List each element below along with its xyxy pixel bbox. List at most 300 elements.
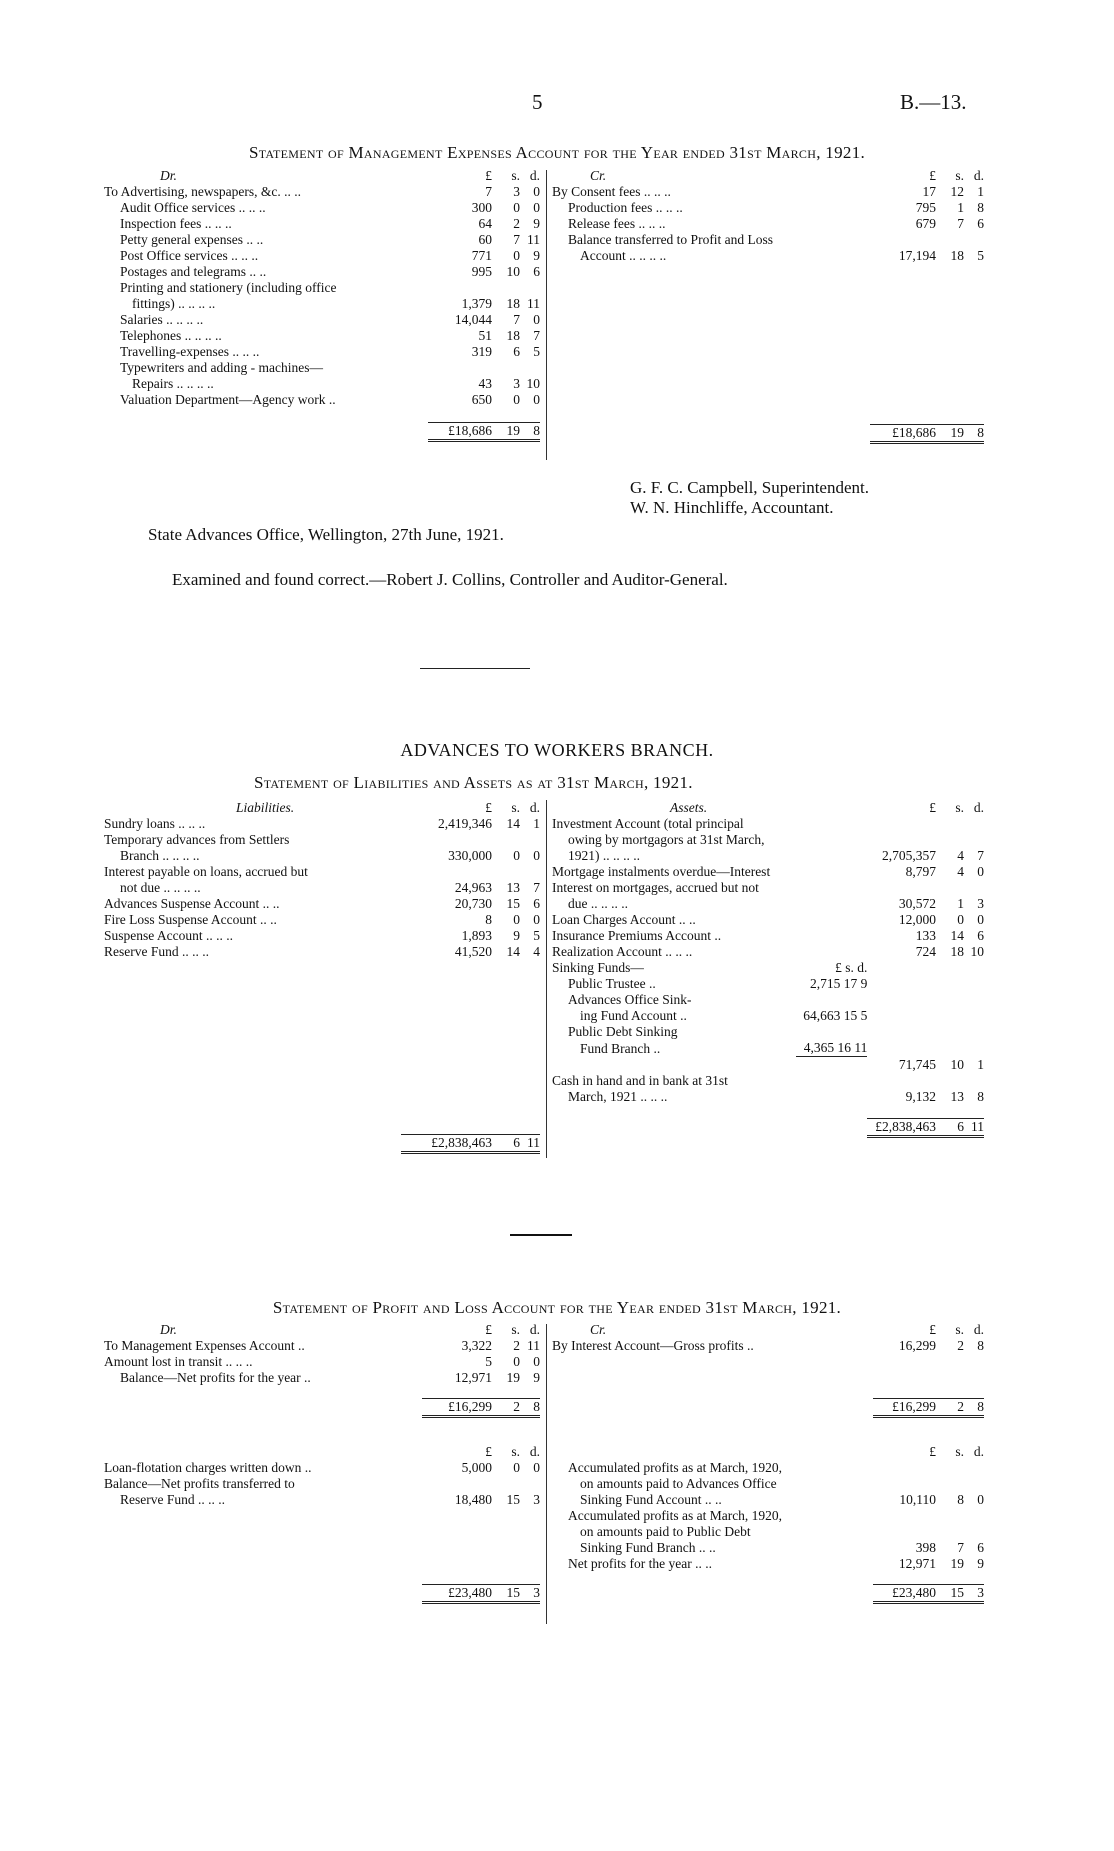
- table-cell: [964, 1476, 984, 1492]
- table-cell: £: [929, 800, 936, 815]
- table-cell: £16,299: [873, 1398, 942, 1416]
- table-cell: 1,893: [461, 928, 492, 943]
- table-cell: [867, 992, 942, 1008]
- table-cell: [796, 1024, 868, 1040]
- table-cell: Sinking Funds—: [552, 960, 644, 975]
- table-cell: 71,745: [898, 1056, 936, 1072]
- table-cell: [498, 1476, 520, 1492]
- table-cell: 133: [915, 928, 936, 943]
- table-cell: Petty general expenses .. ..: [120, 232, 264, 247]
- table-cell: Account .. .. .. ..: [580, 248, 667, 263]
- pl-divider: [546, 1324, 547, 1624]
- table-cell: [867, 1024, 942, 1040]
- table-cell: Advances Office Sink-: [568, 992, 692, 1007]
- table-cell: £ s. d.: [835, 960, 868, 975]
- table-cell: 64,663 15 5: [803, 1008, 868, 1023]
- table-row: [552, 232, 984, 248]
- table-row: [104, 248, 540, 264]
- table-cell: 10,110: [899, 1492, 936, 1507]
- table-cell: 2,419,346: [438, 816, 492, 831]
- table-cell: 2: [942, 1398, 964, 1416]
- table-row: [552, 1338, 984, 1354]
- table-cell: 679: [915, 216, 936, 231]
- table-row: [104, 912, 540, 928]
- table-cell: [498, 864, 520, 880]
- table-cell: [498, 280, 520, 296]
- table-row: [552, 1008, 984, 1024]
- table-row: [552, 1073, 984, 1089]
- table-cell: Balance—Net profits for the year ..: [120, 1370, 311, 1385]
- pl-dr2-total: [104, 1584, 540, 1602]
- table-cell: [964, 976, 984, 992]
- table-row: [104, 328, 540, 344]
- table-cell: 5: [485, 1354, 492, 1369]
- table-cell: £: [485, 800, 492, 815]
- mgmt-cr-label: Cr.: [590, 168, 607, 183]
- table-cell: 3: [513, 376, 520, 391]
- table-cell: 0: [977, 864, 984, 879]
- workers-heading: ADVANCES TO WORKERS BRANCH.: [400, 740, 714, 760]
- table-cell: d.: [529, 800, 540, 815]
- table-cell: By Interest Account—Gross profits ..: [552, 1338, 754, 1353]
- assets-label: Assets.: [670, 800, 708, 815]
- table-cell: 11: [527, 232, 540, 247]
- table-cell: 10: [526, 376, 540, 391]
- table-cell: 43: [478, 376, 492, 391]
- table-cell: 9: [533, 216, 540, 231]
- table-cell: 64: [478, 216, 492, 231]
- page-number: 5: [532, 90, 543, 114]
- table-cell: 9: [977, 1556, 984, 1571]
- report-code: B.—13.: [900, 90, 967, 114]
- table-cell: Interest payable on loans, accrued but: [104, 864, 308, 879]
- table-cell: [520, 1476, 540, 1492]
- pl-cr-table: [552, 1322, 984, 1604]
- table-cell: 14: [506, 816, 520, 831]
- table-row: [552, 976, 984, 992]
- table-cell: Accumulated profits as at March, 1920,: [568, 1508, 783, 1523]
- table-cell: 0: [533, 1460, 540, 1475]
- table-cell: on amounts paid to Advances Office: [580, 1476, 777, 1491]
- table-cell: [942, 976, 964, 992]
- table-cell: d.: [973, 1444, 984, 1459]
- table-cell: [867, 960, 942, 976]
- table-cell: 8: [964, 424, 984, 442]
- table-cell: Public Debt Sinking: [568, 1024, 678, 1039]
- table-cell: 0: [513, 1354, 520, 1369]
- section-divider: [510, 1234, 572, 1236]
- table-cell: 9: [513, 928, 520, 943]
- table-row: [552, 1540, 984, 1556]
- table-cell: 398: [915, 1540, 936, 1555]
- table-cell: 11: [527, 1338, 540, 1353]
- pl-dr-label: Dr.: [160, 1322, 177, 1337]
- table-cell: 2: [513, 1338, 520, 1353]
- table-cell: 8: [485, 912, 492, 927]
- table-cell: [428, 280, 498, 296]
- table-cell: 14,044: [454, 312, 492, 327]
- table-row: [104, 880, 540, 896]
- table-cell: on amounts paid to Public Debt: [580, 1524, 751, 1539]
- table-cell: Mortgage instalments overdue—Interest: [552, 864, 771, 879]
- table-cell: [867, 816, 942, 832]
- table-cell: £: [929, 1322, 936, 1337]
- table-cell: [964, 1524, 984, 1540]
- table-cell: Telephones .. .. .. ..: [120, 328, 222, 343]
- table-row: [104, 264, 540, 280]
- table-cell: 11: [527, 296, 540, 311]
- table-cell: d.: [973, 800, 984, 815]
- table-cell: Branch .. .. .. ..: [120, 848, 200, 863]
- pl-cr-label: Cr.: [590, 1322, 607, 1337]
- table-cell: [964, 1460, 984, 1476]
- table-cell: 7: [513, 232, 520, 247]
- assets-table: [552, 800, 984, 1138]
- table-cell: Valuation Department—Agency work ..: [120, 392, 336, 407]
- table-cell: 7: [485, 184, 492, 199]
- table-cell: 19: [942, 424, 964, 442]
- table-cell: Sundry loans .. .. ..: [104, 816, 206, 831]
- table-cell: 6: [977, 1540, 984, 1555]
- mgmt-cr-total: [552, 424, 984, 442]
- table-cell: 7: [533, 880, 540, 895]
- table-cell: 13: [506, 880, 520, 895]
- table-cell: 7: [533, 328, 540, 343]
- table-cell: [964, 832, 984, 848]
- table-cell: 1: [957, 200, 964, 215]
- table-cell: owing by mortgagors at 31st March,: [568, 832, 765, 847]
- table-cell: 5: [533, 344, 540, 359]
- table-row: [552, 1492, 984, 1508]
- table-row: [552, 880, 984, 896]
- table-cell: £2,838,463: [401, 1134, 498, 1152]
- table-cell: 8: [977, 1088, 984, 1104]
- mgmt-cr-table: [552, 168, 984, 444]
- table-cell: Inspection fees .. .. ..: [120, 216, 232, 231]
- table-cell: [428, 360, 498, 376]
- table-row: [104, 376, 540, 392]
- table-cell: 2: [513, 216, 520, 231]
- table-cell: 995: [471, 264, 492, 279]
- table-row: [552, 1508, 984, 1524]
- table-cell: [796, 896, 868, 912]
- table-row: [104, 232, 540, 248]
- office-place-date: State Advances Office, Wellington, 27th June, 1921.: [148, 525, 504, 544]
- table-cell: Post Office services .. .. ..: [120, 248, 259, 263]
- table-row: [104, 280, 540, 296]
- table-cell: [964, 1508, 984, 1524]
- table-cell: [520, 360, 540, 376]
- table-cell: [942, 992, 964, 1008]
- table-row: [552, 912, 984, 928]
- table-cell: 650: [471, 392, 492, 407]
- table-cell: 0: [533, 184, 540, 199]
- table-cell: 18: [506, 296, 520, 311]
- table-cell: 7: [513, 312, 520, 327]
- table-cell: [422, 1476, 498, 1492]
- table-cell: not due .. .. .. ..: [120, 880, 201, 895]
- table-cell: [942, 832, 964, 848]
- table-cell: 5,000: [461, 1460, 492, 1475]
- table-row: [104, 864, 540, 880]
- table-cell: Balance transferred to Profit and Loss: [568, 232, 774, 247]
- table-cell: Travelling-expenses .. .. ..: [120, 344, 260, 359]
- table-cell: 330,000: [448, 848, 492, 863]
- table-cell: 6: [498, 1134, 520, 1152]
- table-cell: Suspense Account .. .. ..: [104, 928, 233, 943]
- mgmt-title: Statement of Management Expenses Account for the Year ended 31st March, 1921.: [248, 143, 866, 162]
- table-cell: Amount lost in transit .. .. ..: [104, 1354, 253, 1369]
- table-cell: 60: [478, 232, 492, 247]
- table-row: [104, 1354, 540, 1370]
- table-cell: [867, 976, 942, 992]
- table-cell: To Advertising, newspapers, &c. .. ..: [104, 184, 302, 199]
- section-divider: [420, 668, 530, 669]
- table-cell: Salaries .. .. .. ..: [120, 312, 204, 327]
- table-cell: [796, 944, 868, 960]
- table-cell: 0: [957, 912, 964, 927]
- table-row: [552, 1024, 984, 1040]
- table-row: [552, 200, 984, 216]
- table-row: [104, 832, 540, 848]
- table-row: [104, 200, 540, 216]
- table-cell: 19: [950, 1556, 964, 1571]
- table-cell: 10: [506, 264, 520, 279]
- table-cell: d.: [529, 168, 540, 183]
- table-cell: 3: [977, 896, 984, 911]
- table-cell: 17,194: [898, 248, 936, 263]
- table-cell: Fund Branch ..: [580, 1040, 661, 1056]
- table-cell: [873, 1460, 942, 1476]
- table-cell: 1: [977, 1056, 984, 1072]
- table-row: [104, 1370, 540, 1386]
- table-cell: [942, 1008, 964, 1024]
- table-cell: 6: [533, 264, 540, 279]
- table-cell: 15: [506, 1492, 520, 1507]
- table-cell: 1: [533, 816, 540, 831]
- table-cell: fittings) .. .. .. ..: [132, 296, 216, 311]
- table-cell: s.: [511, 1322, 520, 1337]
- table-cell: 1921) .. .. .. ..: [568, 848, 640, 863]
- table-cell: s.: [511, 800, 520, 815]
- table-row: [104, 816, 540, 832]
- table-row: [104, 344, 540, 360]
- table-cell: £: [485, 1322, 492, 1337]
- table-cell: £23,480: [422, 1584, 498, 1602]
- table-cell: 7: [957, 216, 964, 231]
- table-cell: Public Trustee ..: [568, 976, 656, 991]
- table-cell: 8: [964, 1398, 984, 1416]
- table-cell: 2: [498, 1398, 520, 1416]
- table-cell: March, 1921 .. .. ..: [568, 1088, 668, 1104]
- table-cell: Repairs .. .. .. ..: [132, 376, 214, 391]
- table-row: [552, 1556, 984, 1572]
- table-cell: Temporary advances from Settlers: [104, 832, 290, 847]
- table-row: [104, 1492, 540, 1508]
- table-cell: [870, 232, 942, 248]
- table-row: [552, 896, 984, 912]
- table-cell: [964, 1024, 984, 1040]
- table-cell: d.: [973, 1322, 984, 1337]
- table-cell: [796, 880, 868, 896]
- table-cell: 6: [942, 1119, 964, 1137]
- table-cell: 5: [977, 248, 984, 263]
- table-cell: To Management Expenses Account ..: [104, 1338, 305, 1353]
- table-cell: [796, 912, 868, 928]
- table-cell: s.: [955, 1444, 964, 1459]
- table-cell: [964, 232, 984, 248]
- table-cell: £18,686: [428, 422, 498, 440]
- table-cell: 10: [970, 944, 984, 959]
- workers-title: Statement of Liabilities and Assets as at 31st March, 1921.: [254, 773, 693, 792]
- table-cell: 0: [533, 392, 540, 407]
- table-cell: 12,971: [898, 1556, 936, 1571]
- table-cell: 15: [498, 1584, 520, 1602]
- table-cell: [520, 864, 540, 880]
- table-cell: Cash in hand and in bank at 31st: [552, 1072, 728, 1088]
- table-cell: 2,715 17 9: [810, 976, 868, 991]
- table-cell: 8: [977, 1338, 984, 1353]
- workers-divider: [546, 800, 547, 1158]
- table-cell: 771: [471, 248, 492, 263]
- table-cell: [867, 832, 942, 848]
- table-cell: [942, 1040, 964, 1057]
- table-cell: 300: [471, 200, 492, 215]
- table-cell: [942, 1476, 964, 1492]
- table-cell: Loan Charges Account .. ..: [552, 912, 696, 927]
- table-cell: d.: [529, 1322, 540, 1337]
- table-cell: [873, 1524, 942, 1540]
- table-cell: [867, 1008, 942, 1024]
- table-cell: [796, 992, 868, 1008]
- table-cell: 4: [957, 848, 964, 863]
- table-row: [552, 992, 984, 1008]
- pl-dr-table: [104, 1322, 540, 1604]
- table-cell: 0: [533, 1354, 540, 1369]
- table-cell: 13: [950, 1088, 964, 1104]
- table-cell: [796, 864, 868, 880]
- table-cell: 8: [520, 1398, 540, 1416]
- table-cell: [964, 1040, 984, 1057]
- table-cell: [401, 864, 498, 880]
- table-cell: [964, 1073, 984, 1089]
- table-row: [104, 1460, 540, 1476]
- table-cell: 2,705,357: [882, 848, 936, 863]
- table-cell: [964, 992, 984, 1008]
- table-cell: [942, 1073, 964, 1089]
- table-cell: £23,480: [873, 1584, 942, 1602]
- table-cell: £: [485, 168, 492, 183]
- table-cell: [867, 880, 942, 896]
- mgmt-dr-total: [104, 422, 540, 440]
- table-row: [104, 1338, 540, 1354]
- table-cell: Interest on mortgages, accrued but not: [552, 880, 759, 895]
- table-cell: s.: [955, 800, 964, 815]
- table-row: [104, 944, 540, 960]
- mgmt-dr-label: Dr.: [160, 168, 177, 183]
- table-cell: 0: [513, 848, 520, 863]
- table-cell: 12,000: [898, 912, 936, 927]
- table-cell: 12,971: [454, 1370, 492, 1385]
- table-row: [552, 1476, 984, 1492]
- table-row: [104, 848, 540, 864]
- table-row: [552, 944, 984, 960]
- table-cell: 41,520: [454, 944, 492, 959]
- table-cell: Investment Account (total principal: [552, 816, 744, 831]
- table-cell: [520, 280, 540, 296]
- table-cell: 0: [533, 200, 540, 215]
- table-row: [104, 392, 540, 408]
- signature-accountant: W. N. Hinchliffe, Accountant.: [630, 498, 834, 517]
- table-cell: 19: [498, 422, 520, 440]
- table-row: [104, 360, 540, 376]
- table-cell: 11: [964, 1119, 984, 1137]
- table-cell: [401, 832, 498, 848]
- table-cell: [873, 1476, 942, 1492]
- table-cell: [498, 832, 520, 848]
- table-row: [104, 216, 540, 232]
- table-cell: [942, 960, 964, 976]
- table-cell: £: [929, 1444, 936, 1459]
- table-cell: s.: [955, 1322, 964, 1337]
- pl-title: Statement of Profit and Loss Account for the Year ended 31st March, 1921.: [272, 1298, 842, 1317]
- table-cell: 8,797: [905, 864, 936, 879]
- table-cell: 16,299: [898, 1338, 936, 1353]
- table-cell: 8: [520, 422, 540, 440]
- table-cell: 10: [950, 1056, 964, 1072]
- table-cell: Sinking Fund Branch .. ..: [580, 1540, 716, 1555]
- table-cell: £18,686: [870, 424, 942, 442]
- table-cell: 1: [957, 896, 964, 911]
- table-row: [552, 848, 984, 864]
- table-cell: 18,480: [454, 1492, 492, 1507]
- table-row: [552, 864, 984, 880]
- mgmt-dr-table: [104, 168, 540, 442]
- table-row: [552, 184, 984, 200]
- table-cell: [964, 960, 984, 976]
- table-cell: [964, 1008, 984, 1024]
- table-cell: [796, 1089, 868, 1105]
- table-cell: £2,838,463: [867, 1119, 942, 1137]
- table-cell: 15: [506, 896, 520, 911]
- table-row: [552, 1040, 984, 1057]
- examined-note: Examined and found correct.—Robert J. Collins, Controller and Auditor-General.: [172, 570, 728, 589]
- table-cell: 9: [533, 248, 540, 263]
- table-cell: 0: [533, 912, 540, 927]
- table-cell: 0: [533, 848, 540, 863]
- table-cell: [964, 880, 984, 896]
- table-cell: 7: [977, 848, 984, 863]
- table-cell: s.: [511, 1444, 520, 1459]
- table-row: [552, 832, 984, 848]
- table-cell: 4: [957, 864, 964, 879]
- table-cell: Sinking Fund Account .. ..: [580, 1492, 722, 1507]
- table-cell: d.: [529, 1444, 540, 1459]
- table-cell: 18: [506, 328, 520, 343]
- table-cell: [964, 816, 984, 832]
- mgmt-divider: [546, 170, 547, 460]
- table-cell: [867, 1073, 942, 1089]
- table-cell: s.: [955, 168, 964, 183]
- pl-cr-total: [552, 1398, 984, 1416]
- table-cell: 7: [957, 1540, 964, 1555]
- table-cell: 18: [950, 944, 964, 959]
- table-cell: 12: [950, 184, 964, 199]
- table-cell: 3: [513, 184, 520, 199]
- table-cell: 9: [533, 1370, 540, 1385]
- table-cell: 3: [533, 1492, 540, 1507]
- table-cell: 0: [977, 1492, 984, 1507]
